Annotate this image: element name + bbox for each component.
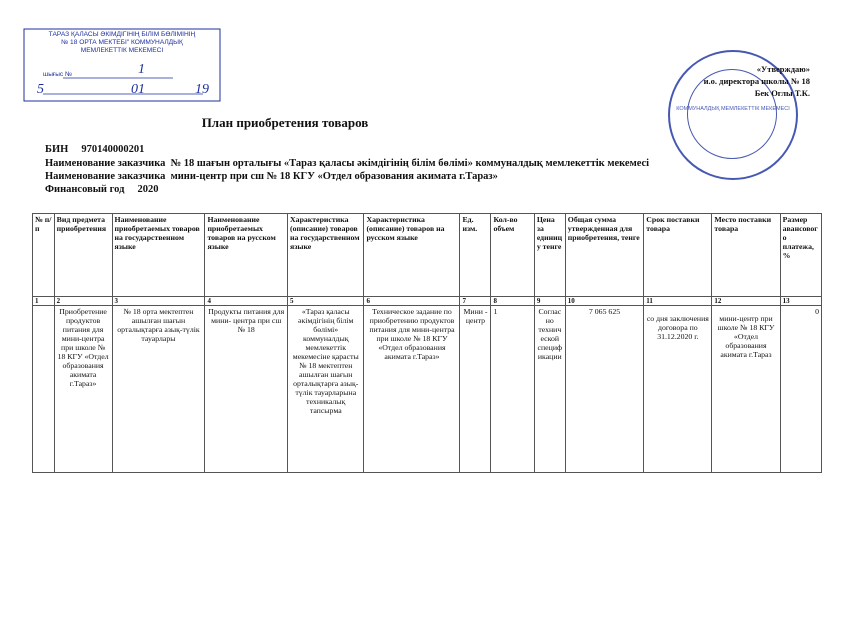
approval-line-3: Бек Оглы Т.К. bbox=[754, 88, 810, 98]
header-cell: Срок поставки товара bbox=[644, 214, 712, 297]
customer-ru-label: Наименование заказчика bbox=[45, 171, 166, 182]
column-number-row bbox=[33, 297, 822, 306]
customer-kz-line bbox=[45, 158, 649, 169]
year-line bbox=[45, 184, 159, 195]
stamp-reg-day: 5 bbox=[37, 82, 44, 97]
customer-kz-label: Наименование заказчика bbox=[45, 158, 166, 169]
cell-unit: Мини - центр bbox=[460, 306, 491, 473]
column-number: 8 bbox=[491, 297, 534, 306]
column-number: 7 bbox=[460, 297, 491, 306]
header-cell: Ед. изм. bbox=[460, 214, 491, 297]
cell-total: 7 065 625 bbox=[565, 306, 643, 473]
column-number: 13 bbox=[780, 297, 821, 306]
approval-block bbox=[704, 63, 810, 99]
header-cell: Характеристика (описание) товаров на государственном языке bbox=[288, 214, 364, 297]
header-cell: Вид предмета приобретения bbox=[54, 214, 112, 297]
table-row bbox=[33, 306, 822, 473]
stamp-reg-year: 19 bbox=[195, 82, 209, 97]
header-cell: № п/п bbox=[33, 214, 55, 297]
stamp-line-2: № 18 ОРТА МЕКТЕБІ" КОММУНАЛДЫҚ bbox=[61, 39, 183, 46]
header-cell: Общая сумма утвержденная для приобретения, тенге bbox=[565, 214, 643, 297]
column-number: 4 bbox=[205, 297, 288, 306]
header-cell: Размер авансового платежа,% bbox=[780, 214, 821, 297]
cell-kind: Приобретение продуктов питания для мини-центра при школе № 18 КГУ «Отдел образования акимата г.Тараз» bbox=[54, 306, 112, 473]
cell-desc-kz: «Тараз қаласы әкімдігінің білім бөлімі» коммуналдық мемлекеттік мекемесіне қарасты № 18 мектептен ашылған шағын орталықтарға азық-түлік тауарларына техникалық тапсырма bbox=[288, 306, 364, 473]
year-value: 2020 bbox=[137, 184, 159, 195]
column-number: 6 bbox=[364, 297, 460, 306]
column-number: 9 bbox=[534, 297, 565, 306]
header-cell: Наименование приобретаемых товаров на государственном языке bbox=[112, 214, 205, 297]
header-cell: Характеристика (описание) товаров на русском языке bbox=[364, 214, 460, 297]
bin-label: БИН bbox=[45, 144, 69, 155]
year-label: Финансовый год bbox=[45, 184, 125, 195]
header-cell: Место поставки товара bbox=[712, 214, 780, 297]
cell-desc-ru: Техническое задание по приобретению продуктов питания для мини-центра при школе № 18 КГУ «Отдел образования акимата г.Тараз» bbox=[364, 306, 460, 473]
stamp-reg-label: шығыс № bbox=[43, 71, 72, 78]
approval-line-1: «Утверждаю» bbox=[756, 64, 810, 74]
header-cell: Наименование приобретаемых товаров на русском языке bbox=[205, 214, 288, 297]
cell-name-kz: № 18 орта мектептен ашылған шағын орталықтарға азық-түлік тауарлары bbox=[112, 306, 205, 473]
header-cell: Цена за единицу тенге bbox=[534, 214, 565, 297]
customer-kz-value: № 18 шағын орталығы «Тараз қаласы әкімдігінің білім бөлімі» коммуналдық мемлекеттік мекемесі bbox=[170, 158, 650, 169]
cell-num bbox=[33, 306, 55, 473]
customer-ru-value: мини-центр при сш № 18 КГУ «Отдел образования акимата г.Тараз» bbox=[170, 171, 498, 182]
cell-term: со дня заключения договора по 31.12.2020 г. bbox=[644, 306, 712, 473]
bin-line bbox=[45, 144, 144, 155]
cell-name-ru: Продукты питания для мини- центра при сш № 18 bbox=[205, 306, 288, 473]
header-cell: Кол-во объем bbox=[491, 214, 534, 297]
stamp-reg-number: 1 bbox=[138, 62, 145, 77]
column-number: 2 bbox=[54, 297, 112, 306]
stamp-line-3: МЕМЛЕКЕТТІК МЕКЕМЕСІ bbox=[80, 47, 164, 54]
table-header-row bbox=[33, 214, 822, 297]
approval-line-2: и.о. директора школы № 18 bbox=[703, 76, 810, 86]
cell-place: мини-центр при школе № 18 КГУ «Отдел образования акимата г.Тараз bbox=[712, 306, 780, 473]
column-number: 11 bbox=[644, 297, 712, 306]
customer-ru-line bbox=[45, 171, 498, 182]
stamp-line-1: ТАРАЗ ҚАЛАСЫ ӘКІМДІГІНІҢ БІЛІМ БӨЛІМІНІҢ bbox=[48, 31, 196, 38]
column-number: 5 bbox=[288, 297, 364, 306]
column-number: 3 bbox=[112, 297, 205, 306]
cell-advance: 0 bbox=[780, 306, 821, 473]
cell-price: Согласно технической спецификации bbox=[534, 306, 565, 473]
column-number: 1 bbox=[33, 297, 55, 306]
stamp-reg-month: 01 bbox=[131, 82, 145, 97]
bin-value: 970140000201 bbox=[81, 144, 145, 155]
cell-qty: 1 bbox=[491, 306, 534, 473]
seal-text: КОММУНАЛДЫҚ МЕМЛЕКЕТТІК МЕКЕМЕСІ bbox=[676, 106, 790, 112]
column-number: 10 bbox=[565, 297, 643, 306]
column-number: 12 bbox=[712, 297, 780, 306]
registration-stamp bbox=[23, 28, 221, 102]
procurement-table bbox=[32, 213, 822, 473]
page-title: План приобретения товаров bbox=[201, 115, 369, 130]
